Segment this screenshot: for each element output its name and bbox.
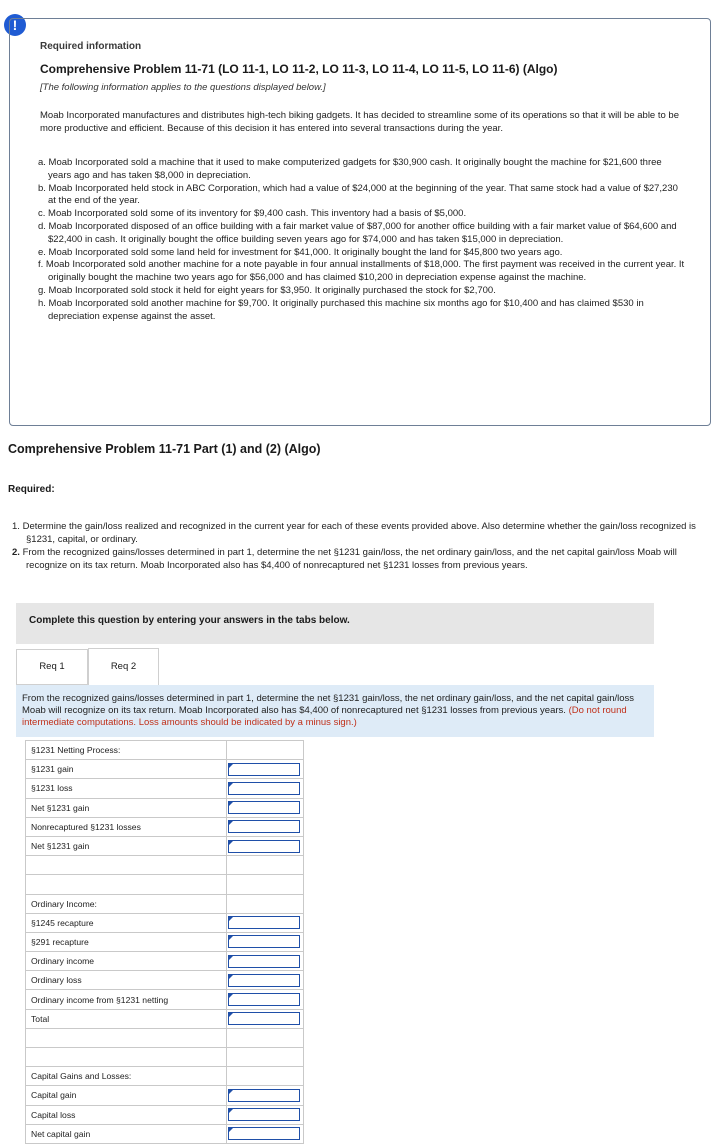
empty-cell [227, 1067, 304, 1086]
table-row [26, 971, 304, 990]
s1231-loss-input[interactable] [228, 782, 300, 795]
row-label: §291 recapture [26, 932, 227, 951]
table-row [26, 1086, 304, 1105]
complete-instruction-bar: Complete this question by entering your answers in the tabs below. [16, 603, 654, 644]
row-label: Nonrecaptured §1231 losses [26, 817, 227, 836]
row-label: Capital Gains and Losses: [26, 1067, 227, 1086]
row-label: Net §1231 gain [26, 798, 227, 817]
table-row [26, 990, 304, 1009]
row-label: Ordinary income [26, 952, 227, 971]
problem-intro: Moab Incorporated manufactures and distributes high-tech biking gadgets. It has decided to streamline some of its operations so that it will be able to be more productive and efficient. Because of this decision it has entered into several transactions during the year. [40, 110, 679, 134]
nonrecaptured-losses-input[interactable] [228, 820, 300, 833]
empty-cell [26, 856, 227, 875]
transaction-item: a. Moab Incorporated sold a machine that it used to make computerized gadgets for $30,900 cash. It originally bought the machine for $21,600 three years ago and has taken $8,000 in depreciation. [38, 157, 662, 181]
table-row [26, 1124, 304, 1143]
ordinary-income-input[interactable] [228, 955, 300, 968]
transaction-item: d. Moab Incorporated disposed of an office building with a fair market value of $87,000 for another office building with a fair market value of $64,600 and $22,400 in cash. It originally bought the office building seven years ago for $74,000 and has taken $15,000 in depreciation. [38, 220, 677, 245]
table-row [26, 1009, 304, 1028]
empty-cell [227, 875, 304, 894]
empty-cell [227, 856, 304, 875]
row-label: §1231 gain [26, 760, 227, 779]
tab-req-1[interactable]: Req 1 [16, 649, 88, 685]
table-row [26, 798, 304, 817]
table-row [26, 952, 304, 971]
empty-cell [227, 1028, 304, 1047]
row-label: Ordinary Income: [26, 894, 227, 913]
table-row [26, 1067, 304, 1086]
netting-table [25, 740, 304, 1144]
row-label: Total [26, 1009, 227, 1028]
tab-req-2[interactable]: Req 2 [88, 648, 159, 686]
table-row [26, 913, 304, 932]
empty-cell [26, 1028, 227, 1047]
transaction-item: h. Moab Incorporated sold another machine for $9,700. It originally purchased this machine six months ago for $10,400 and has claimed $530 in depreciation expense against the asset. [38, 297, 644, 322]
empty-cell [26, 875, 227, 894]
table-row [26, 856, 304, 875]
applies-note: [The following information applies to the questions displayed below.] [40, 82, 326, 93]
table-row [26, 1048, 304, 1067]
ordinary-total-input[interactable] [228, 1012, 300, 1025]
empty-cell [227, 1048, 304, 1067]
capital-loss-input[interactable] [228, 1108, 300, 1121]
transaction-item: e. Moab Incorporated sold some land held for investment for $41,000. It originally bought the land for $45,800 two years ago. [38, 246, 563, 258]
table-row [26, 817, 304, 836]
row-label: §1231 loss [26, 779, 227, 798]
row-label: §1231 Netting Process: [26, 741, 227, 760]
transaction-item: f. Moab Incorporated sold another machine for a note payable in four annual installments of $18,000. The first payment was received in the current year. It originally bought the machine two years ago for $56,000 and has claimed $10,200 in depreciation expense against the machine. [38, 259, 685, 284]
row-label: §1245 recapture [26, 913, 227, 932]
s1231-gain-input[interactable] [228, 763, 300, 776]
requirement-number: 2. [12, 547, 20, 558]
requirements-list [12, 520, 708, 572]
problem-title: Comprehensive Problem 11-71 (LO 11-1, LO 11-2, LO 11-3, LO 11-4, LO 11-5, LO 11-6) (Algo) [40, 62, 558, 76]
transaction-item: b. Moab Incorporated held stock in ABC Corporation, which had a value of $24,000 at the beginning of the year. That same stock had a value of $27,230 at the end of the year. [38, 182, 678, 207]
requirement-number: 1. [12, 521, 20, 532]
instruction-note: (Do not round intermediate computations. Loss amounts should be indicated by a minus sign.) [22, 705, 627, 728]
instruction-text: From the recognized gains/losses determined in part 1, determine the net §1231 gain/loss, the net ordinary gain/loss, and the net capital gain/loss Moab will recognize on its tax return. Moab Incorporated also has $4,400 of nonrecaptured net §1231 losses from previous years. [22, 693, 635, 716]
requirement-item [12, 546, 708, 572]
table-row [26, 894, 304, 913]
req2-instructions [16, 685, 654, 737]
part-title: Comprehensive Problem 11-71 Part (1) and (2) (Algo) [8, 442, 321, 456]
row-label: Ordinary income from §1231 netting [26, 990, 227, 1009]
table-row [26, 741, 304, 760]
transaction-item: g. Moab Incorporated sold stock it held for eight years for $3,950. It originally purchased the stock for $2,700. [38, 284, 496, 296]
ordinary-from-1231-input[interactable] [228, 993, 300, 1006]
alert-icon: ! [4, 14, 26, 36]
table-row [26, 875, 304, 894]
table-row [26, 1105, 304, 1124]
table-row [26, 760, 304, 779]
row-label: Net §1231 gain [26, 836, 227, 855]
empty-cell [26, 1048, 227, 1067]
net-s1231-gain-final-input[interactable] [228, 840, 300, 853]
required-information-label: Required information [40, 41, 142, 52]
empty-cell [227, 741, 304, 760]
required-heading: Required: [8, 484, 55, 495]
row-label: Ordinary loss [26, 971, 227, 990]
table-row [26, 1028, 304, 1047]
requirement-item [12, 520, 708, 546]
table-row [26, 836, 304, 855]
ordinary-loss-input[interactable] [228, 974, 300, 987]
capital-gain-input[interactable] [228, 1089, 300, 1102]
row-label: Net capital gain [26, 1124, 227, 1143]
s291-recapture-input[interactable] [228, 935, 300, 948]
table-row [26, 779, 304, 798]
table-row [26, 932, 304, 951]
requirement-text: Determine the gain/loss realized and recognized in the current year for each of these events provided above. Also determine whether the gain/loss recognized is §1231, capital, or ordinary. [22, 521, 696, 545]
requirement-text: From the recognized gains/losses determined in part 1, determine the net §1231 gain/loss, the net ordinary gain/loss, and the net capital gain/loss Moab will recognize on its tax return. Moab Incorporated also has $4,400 of nonrecaptured net §1231 losses from previous years. [22, 547, 677, 571]
empty-cell [227, 894, 304, 913]
net-s1231-gain-input[interactable] [228, 801, 300, 814]
s1245-recapture-input[interactable] [228, 916, 300, 929]
transaction-list [38, 157, 687, 323]
transaction-item: c. Moab Incorporated sold some of its inventory for $9,400 cash. This inventory had a basis of $5,000. [38, 208, 467, 220]
net-capital-gain-input[interactable] [228, 1127, 300, 1140]
row-label: Capital gain [26, 1086, 227, 1105]
row-label: Capital loss [26, 1105, 227, 1124]
